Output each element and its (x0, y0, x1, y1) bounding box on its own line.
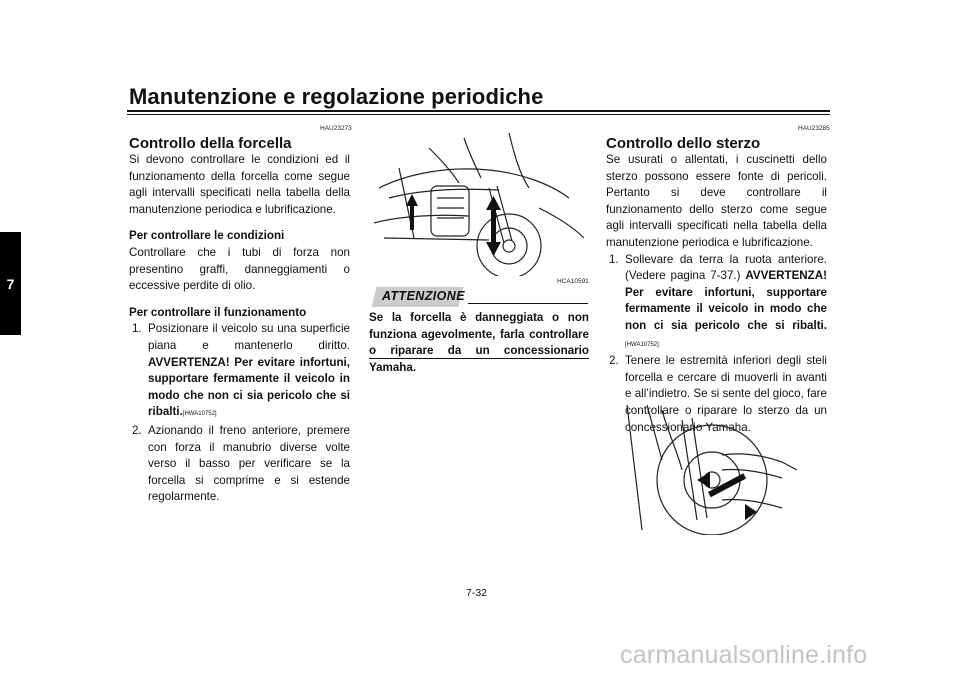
subheading-conditions: Per controllare le condizioni (129, 229, 285, 243)
header-rule (127, 110, 830, 112)
subheading-function: Per controllare il funzionamento (129, 305, 307, 319)
caution-code: HCA10591 (557, 278, 589, 285)
warning-ref: [HWA10752] (625, 341, 659, 348)
warning-ref: [HWA10752] (182, 411, 217, 418)
watermark[interactable]: carmanualsonline.info (620, 641, 868, 669)
caution-bottom-rule (369, 358, 589, 359)
section-heading-steering: Controllo dello sterzo (606, 135, 761, 152)
step-text: Posizionare il veicolo su una superficie piana e mantenerlo diritto. (148, 322, 350, 352)
step-number: 1. (609, 252, 619, 266)
step-text: Azionando il freno anteriore, premere con forza il manubrio diverse volte verso il basso per verificare se la forcella si comprime e si estende regolarmente. (148, 423, 350, 504)
conditions-text: Controllare che i tubi di forza non presentino graffi, danneggiamenti o eccessive perdite di olio. (129, 245, 350, 293)
steering-intro: Se usurati o allentati, i cuscinetti dello sterzo possono essere fonte di pericoli. Pertanto si deve controllare il funzionamento dello sterzo come segue agli intervalli specificati nella tabella della manutenzione periodica e lubrificazione. (606, 153, 827, 249)
step-number: 1. (132, 322, 142, 336)
step-text: Tenere le estremità inferiori degli steli forcella e cercare di muoverli in avanti e all’indietro. Se si sente del gioco, fare controllare o riparare lo sterzo da un concessionario Yamaha. (625, 354, 827, 434)
warning-text: AVVERTENZA! Per evitare infortuni, supportare fermamente il veicolo in modo che non ci sia pericolo che si ribalti. (625, 269, 827, 332)
page-number: 7-32 (466, 587, 488, 599)
caution-rule (468, 303, 588, 304)
steering-illustration (622, 400, 807, 535)
page-title: Manutenzione e regolazione periodiche (129, 84, 544, 109)
list-item (129, 321, 350, 423)
step-number: 2. (132, 423, 142, 437)
fork-illustration (369, 128, 589, 276)
steering-section (606, 152, 827, 436)
fork-intro: Si devono controllare le condizioni ed il funzionamento della forcella come segue agli intervalli specificati nella tabella della manutenzione periodica e lubrificazione. (129, 153, 350, 216)
chapter-tab[interactable]: 7 (0, 232, 21, 335)
section-code: HAU23273 (320, 125, 352, 132)
warning-text: AVVERTENZA! Per evitare infortuni, supportare fermamente il veicolo in modo che non ci sia pericolo che si ribalti. (148, 355, 350, 419)
caution-label: ATTENZIONE (382, 289, 465, 303)
list-item (606, 252, 827, 354)
list-item (129, 423, 350, 506)
fork-section (129, 152, 350, 506)
header-rule-thin (127, 114, 830, 115)
step-text: Sollevare da terra la ruota anteriore. (Vedere pagina 7-37.) (625, 252, 827, 283)
caution-text: Se la forcella è danneggiata o non funziona agevolmente, farla controllare o riparare da un concessionario Yamaha. (369, 311, 589, 374)
step-number: 2. (609, 354, 619, 368)
fork-steps (129, 321, 350, 506)
section-code: HAU23285 (798, 125, 830, 132)
section-heading-fork: Controllo della forcella (129, 135, 292, 152)
